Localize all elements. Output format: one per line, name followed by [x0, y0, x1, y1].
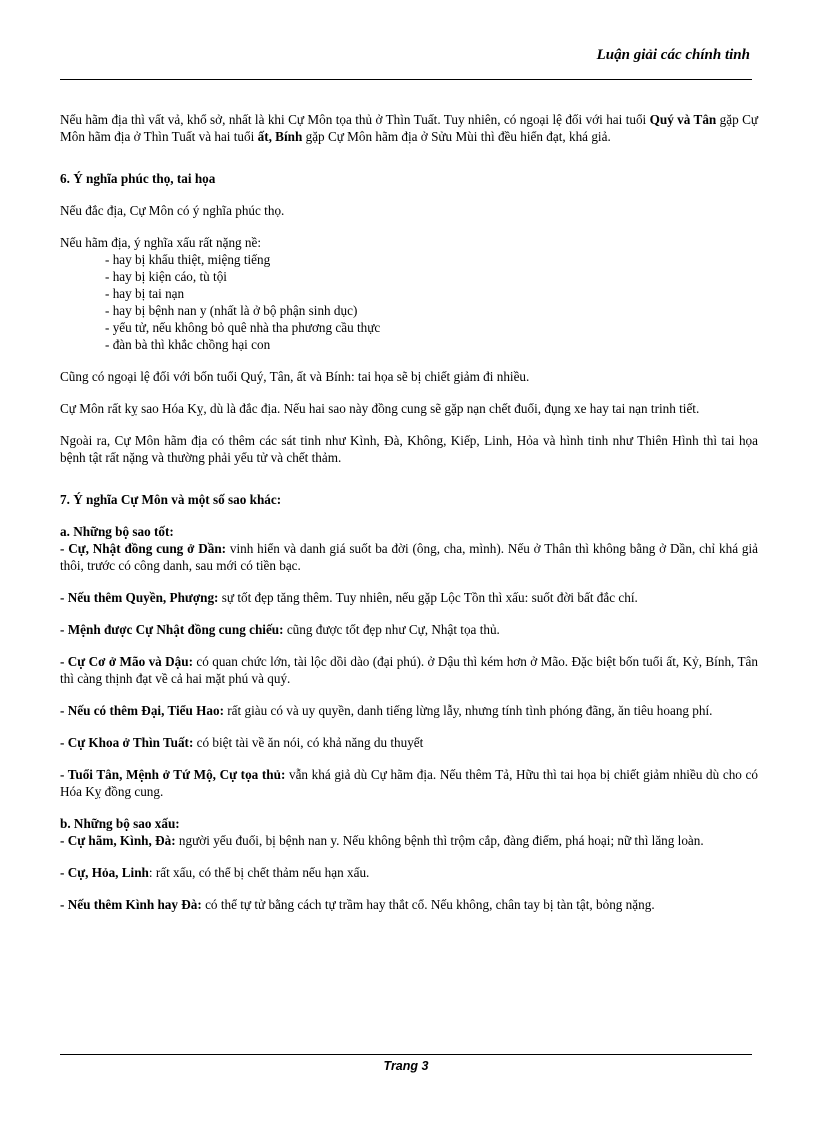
s6-paragraph-4: Cự Môn rất kỵ sao Hóa Kỵ, dù là đắc địa. Nếu hai sao này đồng cung sẽ gặp nạn chết đuối, đụng xe hay tai nạn trinh tiết.	[60, 401, 700, 416]
s6-paragraph-2: Nếu hãm địa, ý nghĩa xấu rất nặng nề:	[60, 235, 262, 250]
section-6-heading: 6. Ý nghĩa phúc thọ, tai họa	[60, 171, 216, 186]
s6-paragraph-1: Nếu đắc địa, Cự Môn có ý nghĩa phúc thọ.	[60, 203, 285, 218]
good-combo: - Nếu có thêm Đại, Tiểu Hao: rất giàu có và uy quyền, danh tiếng lừng lẫy, nhưng tính tình phóng đãng, ăn tiêu hoang phí.	[60, 703, 713, 718]
bad-combo: - Nếu thêm Kình hay Đà: có thể tự tử bằng cách tự trầm hay thắt cổ. Nếu không, chân tay bị tàn tật, bỏng nặng.	[60, 897, 655, 912]
running-header: Luận giải các chính tinh	[596, 47, 750, 63]
good-combo: - Cự, Nhật đồng cung ở Dần: vinh hiển và danh giá suốt ba đời (ông, cha, mình). Nếu ở Thân thì không bằng ở Dần, chỉ khá giả thôi, trước có công danh, sau mới có tiền bạc.	[60, 541, 758, 573]
s6-list	[60, 251, 758, 353]
header-rule	[60, 79, 752, 80]
list-item: - hay bị bệnh nan y (nhất là ở bộ phận sinh dục)	[105, 302, 758, 319]
list-item: - đàn bà thì khắc chồng hại con	[105, 336, 758, 353]
list-item: - hay bị tai nạn	[105, 285, 758, 302]
s6-paragraph-3: Cũng có ngoại lệ đối với bốn tuổi Quý, Tân, ất và Bính: tai họa sẽ bị chiết giảm đi nhiều.	[60, 369, 530, 384]
good-combo: - Tuổi Tân, Mệnh ở Tứ Mộ, Cự tọa thủ: vẫn khá giả dù Cự hãm địa. Nếu thêm Tả, Hữu thì tai họa bị chiết giảm nhiều dù cho có Hóa Kỵ đồng cung.	[60, 767, 758, 799]
s6-paragraph-5: Ngoài ra, Cự Môn hãm địa có thêm các sát tinh như Kình, Đà, Không, Kiếp, Linh, Hỏa và hình tinh như Thiên Hình thì tai họa bệnh tật rất nặng và thường phải yểu tử và chết thảm.	[60, 433, 758, 465]
good-combo: - Cự Cơ ở Mão và Dậu: có quan chức lớn, tài lộc dồi dào (đại phú). ở Dậu thì kém hơn ở Mão. Đặc biệt bốn tuổi ất, Kỷ, Bính, Tân thì càng thịnh đạt về cả hai mặt phú và quý.	[60, 654, 758, 686]
list-item: - yểu tử, nếu không bỏ quê nhà tha phương cầu thực	[105, 319, 758, 336]
good-combo: - Mệnh được Cự Nhật đồng cung chiếu: cũng được tốt đẹp như Cự, Nhật tọa thủ.	[60, 622, 500, 637]
good-combo: - Nếu thêm Quyền, Phượng: sự tốt đẹp tăng thêm. Tuy nhiên, nếu gặp Lộc Tồn thì xấu: suốt đời bất đắc chí.	[60, 590, 638, 605]
bad-combo: - Cự, Hỏa, Linh: rất xấu, có thể bị chết thảm nếu hạn xấu.	[60, 865, 370, 880]
good-combo: - Cự Khoa ở Thìn Tuất: có biệt tài về ăn nói, có khả năng du thuyết	[60, 735, 424, 750]
footer-rule	[60, 1054, 752, 1055]
page-number: Trang 3	[383, 1059, 429, 1073]
bad-combo: - Cự hãm, Kình, Đà: người yếu đuối, bị bệnh nan y. Nếu không bệnh thì trộm cắp, đàng điếm, phá hoại; nữ thì lăng loàn.	[60, 833, 704, 848]
bad-combos-heading: b. Những bộ sao xấu:	[60, 816, 180, 831]
section-7-heading: 7. Ý nghĩa Cự Môn và một số sao khác:	[60, 492, 282, 507]
list-item: - hay bị khẩu thiệt, miệng tiếng	[105, 251, 758, 268]
good-combos-heading: a. Những bộ sao tốt:	[60, 524, 174, 539]
document-body	[60, 111, 758, 913]
list-item: - hay bị kiện cáo, tù tội	[105, 268, 758, 285]
intro-paragraph: Nếu hãm địa thì vất vả, khổ sở, nhất là khi Cự Môn tọa thủ ở Thìn Tuất. Tuy nhiên, có ngoại lệ đối với hai tuổi Quý và Tân gặp Cự Môn hãm địa ở Thìn Tuất và hai tuổi ất, Bính gặp Cự Môn hãm địa ở Sửu Mùi thì đều hiển đạt, khá giả.	[60, 112, 759, 144]
